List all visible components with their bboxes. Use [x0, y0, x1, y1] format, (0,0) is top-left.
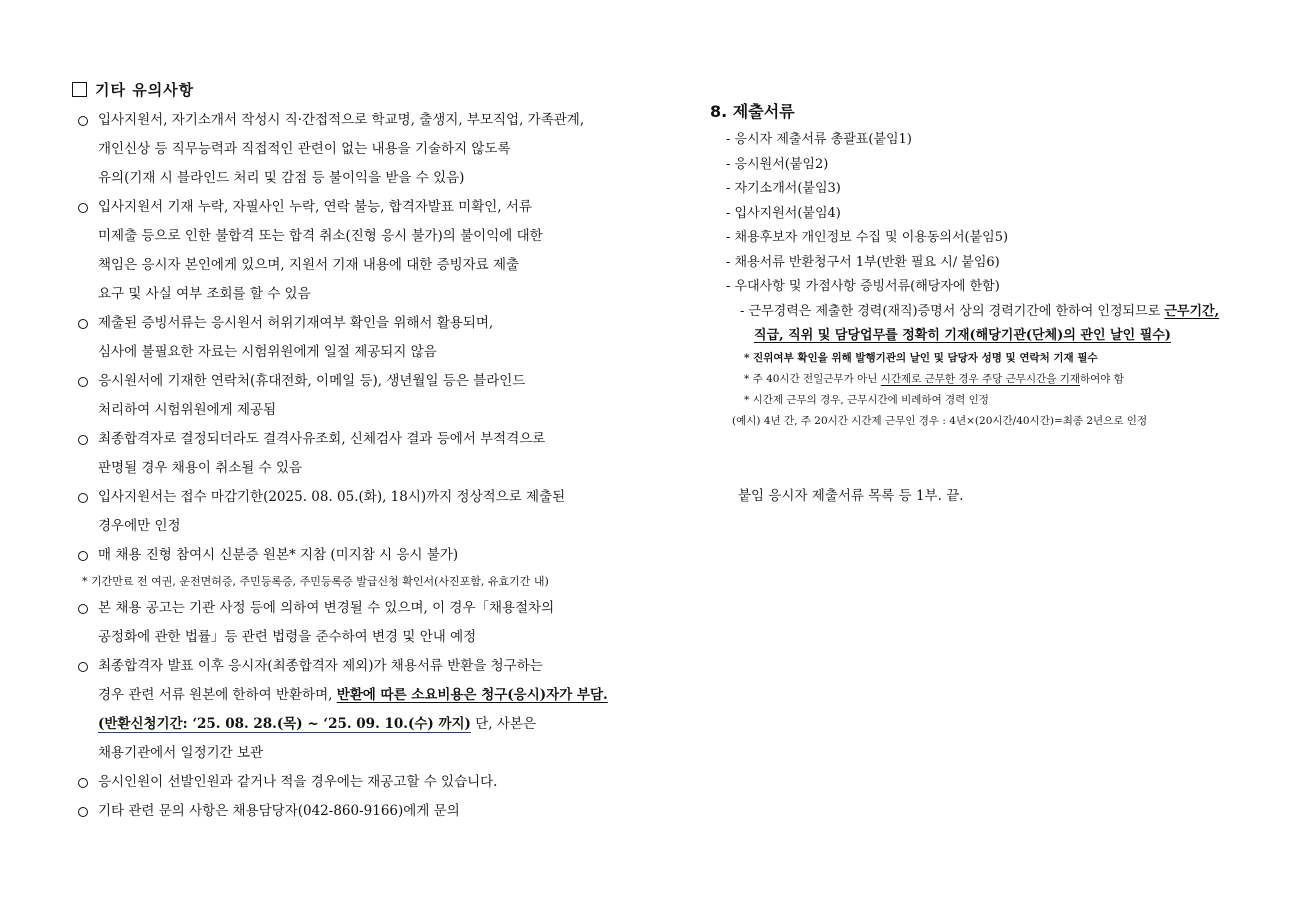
circle-bullet-icon [78, 541, 90, 570]
career-note-cont [710, 324, 1270, 348]
list-item [72, 425, 612, 483]
list-item [72, 193, 612, 309]
career-note-text: - 근무경력은 제출한 경력(재직)증명서 상의 경력기간에 한하여 인정되므로 [740, 303, 1165, 319]
footnote [64, 570, 612, 594]
document-item: - 우대사항 및 가점사항 증빙서류(해당자에 한함) [726, 279, 1000, 294]
list-item [72, 797, 612, 826]
footnote-text: * 주 40시간 전일근무가 아닌 [744, 372, 881, 385]
circle-bullet-icon [78, 797, 90, 826]
attachment-line: 붙임 응시자 제출서류 목록 등 1부. 끝. [738, 487, 964, 504]
item-text: 경우에만 인정 [98, 518, 181, 534]
career-note [710, 300, 1270, 324]
item-text: 매 채용 진형 참여시 신분증 원본* 지참 (미지참 시 응시 불가) [98, 547, 459, 563]
section-heading-text: 기타 유의사항 [95, 80, 195, 99]
footnote-text: 하여야 함 [1080, 372, 1124, 385]
item-text: 입사지원서 기재 누락, 자필사인 누락, 연락 불능, 합격자발표 미확인, 서류 [98, 199, 532, 215]
item-text: 심사에 불필요한 자료는 시험위원에게 일절 제공되지 않음 [98, 344, 437, 360]
circle-bullet-icon [78, 768, 90, 797]
item-text-part: 단, 사본은 [470, 716, 536, 732]
item-text: 미제출 등으로 인한 불합격 또는 합격 취소(진형 응시 불가)의 불이익에 대한 [98, 228, 543, 244]
list-item [72, 483, 612, 541]
example-note: (예시) 4년 간, 주 20시간 시간제 근무인 경우 : 4년×(20시간/40시간)=최종 2년으로 인정 [732, 414, 1148, 427]
checkbox-square-icon [72, 82, 87, 97]
list-item [72, 594, 612, 652]
item-text [98, 710, 612, 739]
item-text: 제출된 증빙서류는 응시원서 허위기재여부 확인을 위해서 활용되며, [98, 315, 494, 331]
list-item [72, 367, 612, 425]
section-title: 8. 제출서류 [710, 102, 795, 121]
emphasized-text: 근무기간, [1164, 303, 1220, 319]
notes-section [72, 78, 612, 826]
emphasized-text: 직급, 직위 및 담당업무를 정확히 기재(해당기관(단체)의 관인 날인 필수) [754, 327, 1171, 343]
item-text-part: 경우 관련 서류 원본에 한하여 반환하며, [98, 687, 337, 703]
document-item: - 응시원서(붙임2) [726, 156, 829, 172]
item-text: 입사지원서, 자기소개서 작성시 직·간접적으로 학교명, 출생지, 부모직업, 가족관계, [98, 112, 585, 128]
item-text: 입사지원서는 접수 마감기한(2025. 08. 05.(화), 18시)까지 정상적으로 제출된 [98, 489, 566, 505]
item-text [98, 681, 612, 710]
return-period-text: (반환신청기간: ‘25. 08. 28.(목) ~ ‘25. 09. 10.(수) 까지) [98, 716, 471, 732]
list-item [72, 106, 612, 193]
item-text: 판명될 경우 채용이 취소될 수 있음 [98, 460, 303, 476]
item-text: 본 채용 공고는 기관 사정 등에 의하여 변경될 수 있으며, 이 경우「채용절차의 [98, 600, 555, 616]
circle-bullet-icon [78, 483, 90, 512]
circle-bullet-icon [78, 652, 90, 681]
list-item [72, 768, 612, 797]
circle-bullet-icon [78, 193, 90, 222]
document-item: - 입사지원서(붙임4) [726, 205, 841, 221]
list-item [72, 309, 612, 367]
circle-bullet-icon [78, 594, 90, 623]
footnote-text: * 기간만료 전 여권, 운전면허증, 주민등록증, 주민등록증 발급신청 확인서(사진포함, 유효기간 내) [82, 575, 549, 588]
circle-bullet-icon [78, 309, 90, 338]
item-text: 응시원서에 기재한 연락처(휴대전화, 이메일 등), 생년월일 등은 블라인드 [98, 373, 526, 389]
emphasized-text: 반환에 따른 소요비용은 청구(응시)자가 부담. [336, 687, 608, 703]
list-item [72, 541, 612, 570]
item-text: 기타 관련 문의 사항은 채용담당자(042-860-9166)에게 문의 [98, 803, 460, 819]
document-item: - 채용서류 반환청구서 1부(반환 필요 시/ 붙임6) [726, 254, 1000, 270]
item-text: 최종합격자 발표 이후 응시자(최종합격자 제외)가 채용서류 반환을 청구하는 [98, 658, 543, 674]
circle-bullet-icon [78, 367, 90, 396]
item-text: 요구 및 사실 여부 조회를 할 수 있음 [98, 286, 311, 302]
footnote: * 시간제 근무의 경우, 근무시간에 비례하여 경력 인정 [744, 393, 989, 406]
item-text: 유의(기재 시 블라인드 처리 및 감점 등 불이익을 받을 수 있음) [98, 170, 465, 186]
document-item: - 자기소개서(붙임3) [726, 181, 841, 196]
document-item: - 채용후보자 개인정보 수집 및 이용동의서(붙임5) [726, 230, 1009, 245]
footnote [710, 369, 1270, 390]
footnote: * 진위여부 확인을 위해 발행기관의 날인 및 담당자 성명 및 연락처 기재 필수 [744, 351, 1098, 364]
circle-bullet-icon [78, 425, 90, 454]
documents-section [710, 100, 1270, 508]
item-text: 개인신상 등 직무능력과 직접적인 관련이 없는 내용을 기술하지 않도록 [98, 141, 511, 157]
item-text: 최종합격자로 결정되더라도 결격사유조회, 신체검사 결과 등에서 부적격으로 [98, 431, 546, 447]
item-text: 처리하여 시험위원에게 제공됨 [98, 402, 277, 418]
circle-bullet-icon [78, 106, 90, 135]
item-text: 채용기관에서 일정기간 보관 [98, 745, 264, 761]
list-item [72, 652, 612, 768]
item-text: 책임은 응시자 본인에게 있으며, 지원서 기재 내용에 대한 증빙자료 제출 [98, 257, 520, 273]
underlined-text: 시간제로 근무한 경우 주당 근무시간을 기재 [880, 372, 1080, 385]
item-text: 공정화에 관한 법률」등 관련 법령을 준수하여 변경 및 안내 예정 [98, 629, 477, 645]
section-heading [72, 78, 612, 100]
document-item: - 응시자 제출서류 총괄표(붙임1) [726, 132, 912, 147]
item-text: 응시인원이 선발인원과 같거나 적을 경우에는 재공고할 수 있습니다. [98, 774, 498, 790]
